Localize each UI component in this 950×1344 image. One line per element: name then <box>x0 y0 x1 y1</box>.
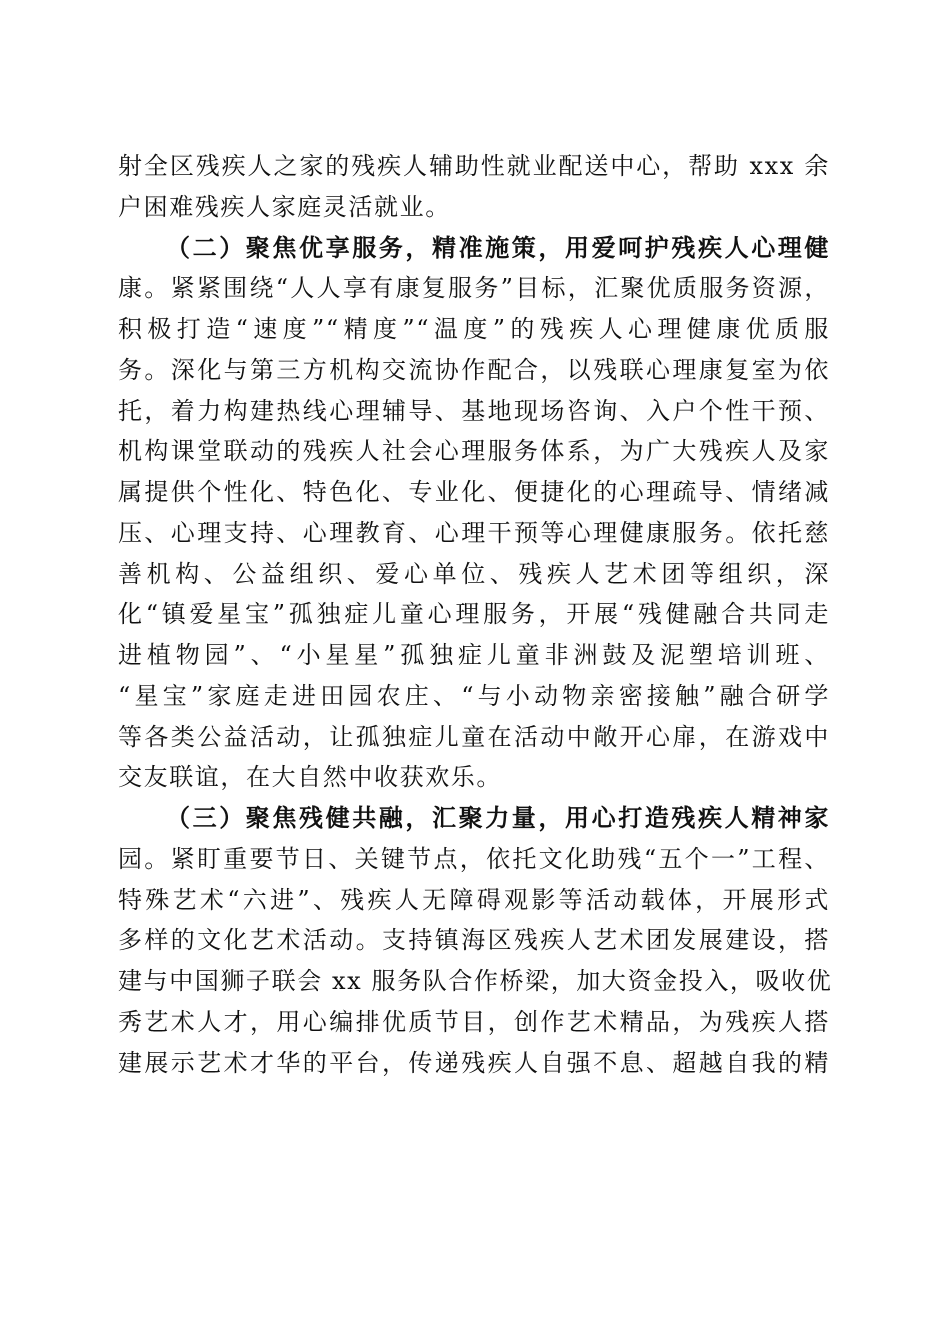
text-line-21: 建与中国狮子联会 xx 服务队合作桥梁，加大资金投入，吸收优 <box>118 967 833 995</box>
text-line-7: 托，着力构建热线心理辅导、基地现场咨询、入户个性干预、 <box>118 396 830 425</box>
text-line-6: 务。深化与第三方机构交流协作配合，以残联心理康复室为依 <box>118 355 830 384</box>
text-line-22: 秀艺术人才，用心编排优质节目，创作艺术精品，为残疾人搭 <box>118 1007 830 1036</box>
document-body <box>118 146 833 1083</box>
text-line-13: 进植物园”、“小星星”孤独症儿童非洲鼓及泥塑培训班、 <box>118 641 830 669</box>
text-line-19: 特殊艺术“六进”、残疾人无障碍观影等活动载体，开展形式 <box>118 885 830 914</box>
text-line-10: 压、心理支持、心理教育、心理干预等心理健康服务。依托慈 <box>118 518 830 547</box>
text-line-14: “星宝”家庭走进田园农庄、“与小动物亲密接触”融合研学 <box>118 681 830 710</box>
text-line-8: 机构课堂联动的残疾人社会心理服务体系，为广大残疾人及家 <box>118 437 830 466</box>
section-heading-3: （三）聚焦残健共融，汇聚力量，用心打造残疾人精神家 <box>166 803 830 832</box>
text-line-5: 积极打造“速度”“精度”“温度”的残疾人心理健康优质服 <box>118 315 830 343</box>
text-line-4: 康。紧紧围绕“人人享有康复服务”目标，汇聚优质服务资源， <box>118 274 830 303</box>
text-line-12: 化“镇爱星宝”孤独症儿童心理服务，开展“残健融合共同走 <box>118 600 830 629</box>
section-heading-2: （二）聚焦优享服务，精准施策，用爱呵护残疾人心理健 <box>166 232 830 262</box>
text-line-18: 园。紧盯重要节日、关键节点，依托文化助残“五个一”工程、 <box>118 844 830 873</box>
text-line-9: 属提供个性化、特色化、专业化、便捷化的心理疏导、情绪减 <box>118 478 830 506</box>
text-line-1: 射全区残疾人之家的残疾人辅助性就业配送中心，帮助 xxx 余 <box>118 152 830 180</box>
text-line-11: 善机构、公益组织、爱心单位、残疾人艺术团等组织，深 <box>118 559 830 588</box>
text-line-2: 户困难残疾人家庭灵活就业。 <box>118 192 451 221</box>
text-line-20: 多样的文化艺术活动。支持镇海区残疾人艺术团发展建设，搭 <box>118 926 830 955</box>
text-line-16: 交友联谊，在大自然中收获欢乐。 <box>118 763 502 792</box>
text-line-23: 建展示艺术才华的平台，传递残疾人自强不息、超越自我的精 <box>118 1048 830 1077</box>
text-line-15: 等各类公益活动，让孤独症儿童在活动中敞开心扉，在游戏中 <box>118 722 830 751</box>
